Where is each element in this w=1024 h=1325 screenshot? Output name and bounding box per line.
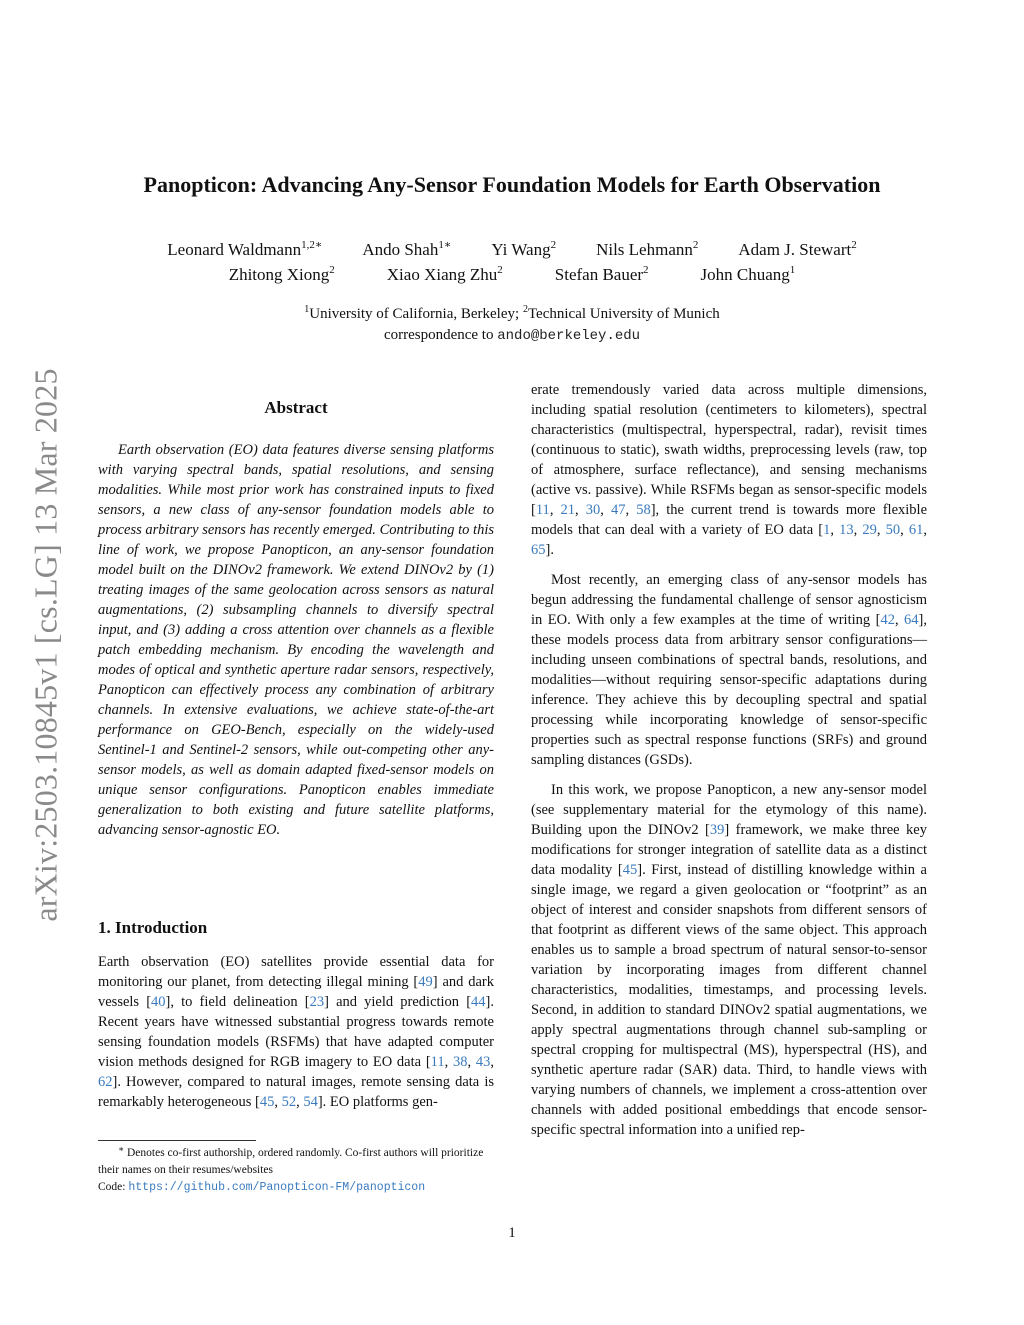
paragraph-text: ]. However, compared to natural images, remote sensing data is remarkably heterogeneous [	[98, 1074, 494, 1110]
citation-link[interactable]: 23	[309, 994, 325, 1010]
citation-link[interactable]: 38	[453, 1054, 468, 1070]
citation-link[interactable]: 40	[151, 994, 166, 1010]
citation-link[interactable]: 64	[904, 612, 919, 628]
paragraph-text: erate tremendously varied data across multiple dimensions, including spatial resolution (centimeters to kilometers), spectral characteristics (multispectral, hyperspectral, radar), revisit times (continuous to static), swath widths, preprocessing levels (raw, top of atmosphere, surface reflectance), and sensing mechanisms (active vs. passive). While RSFMs began as sensor-specific models [	[531, 382, 927, 518]
author-affil: 2	[851, 239, 857, 251]
paragraph-text: ] and yield prediction [	[324, 994, 472, 1010]
paragraph-text: ,	[830, 522, 840, 538]
paragraph-text: ], the current trend is towards more flexible models that can deal with a variety of EO data [	[531, 502, 927, 538]
paragraph-text: ,	[549, 502, 561, 518]
citation-link[interactable]: 13	[839, 522, 854, 538]
authors-row-1	[0, 240, 1024, 260]
citation-link[interactable]: 43	[475, 1054, 491, 1070]
citation-link[interactable]: 61	[908, 522, 924, 538]
abstract-heading: Abstract	[264, 398, 328, 417]
citation-link[interactable]: 49	[418, 974, 433, 990]
paper-title: Panopticon: Advancing Any-Sensor Foundation Models for Earth Observation	[143, 172, 881, 197]
paragraph-text: ] framework, we make three key modifications for stronger integration of satellite data as a distinct data modality [	[531, 822, 927, 878]
correspondence	[0, 327, 1024, 344]
author-name: Nils Lehmann	[596, 240, 693, 259]
affil-inst: University of California, Berkeley;	[309, 306, 523, 322]
citation-link[interactable]: 54	[303, 1094, 318, 1110]
author-affil: 2	[550, 239, 557, 251]
citation-link[interactable]: 39	[709, 822, 725, 838]
affil-sup: 1	[304, 304, 310, 315]
citation-link[interactable]: 50	[885, 522, 901, 538]
author-name: Adam J. Stewart	[738, 240, 852, 259]
citation-link[interactable]: 11	[535, 502, 550, 518]
author	[738, 240, 856, 260]
paragraph-text: ,	[296, 1094, 304, 1110]
paragraph-text: ,	[923, 522, 928, 538]
citation-link[interactable]: 47	[610, 502, 626, 518]
footnote-text: Denotes co-first authorship, ordered randomly. Co-first authors will prioritize their names on their resumes/websites	[98, 1147, 484, 1176]
author	[167, 240, 322, 260]
paragraph-text: ,	[490, 1054, 494, 1070]
introduction-heading: 1. Introduction	[98, 918, 208, 937]
citation-link[interactable]: 30	[585, 502, 601, 518]
paragraph-text: ,	[274, 1094, 282, 1110]
citation-link[interactable]: 42	[880, 612, 895, 628]
page-number: 1	[508, 1225, 516, 1241]
citation-link[interactable]: 58	[636, 502, 651, 518]
author-affil: 1	[789, 264, 796, 276]
author	[229, 265, 335, 285]
authors-row-2	[0, 265, 1024, 285]
arxiv-stamp: arXiv:2503.10845v1 [cs.LG] 13 Mar 2025	[27, 368, 64, 922]
paragraph-text: Earth observation (EO) satellites provide essential data for monitoring our planet, from detecting illegal mining [	[98, 954, 494, 990]
paragraph-text: ]. EO platforms gen-	[317, 1094, 438, 1110]
footnote-mark: ∗	[118, 1144, 125, 1154]
right-paragraph-3	[531, 780, 927, 1140]
introduction-paragraph	[98, 952, 494, 1112]
citation-link[interactable]: 65	[531, 542, 546, 558]
correspondence-prefix: correspondence to	[383, 327, 498, 343]
author	[491, 240, 556, 260]
author	[701, 265, 796, 285]
citation-link[interactable]: 29	[862, 522, 877, 538]
citation-link[interactable]: 11	[430, 1054, 445, 1070]
paragraph-text: ,	[444, 1054, 453, 1070]
author	[555, 265, 649, 285]
author-affil: 2	[497, 264, 503, 276]
paragraph-text: ] and dark vessels [	[98, 974, 494, 1010]
author-name: Ando Shah	[362, 240, 439, 259]
paragraph-text: Most recently, an emerging class of any-sensor models has begun addressing the fundamental challenge of sensor agnosticism in EO. With only a few examples at the time of writing [	[531, 572, 927, 628]
code-link[interactable]: https://github.com/Panopticon-FM/panopticon	[128, 1181, 426, 1194]
citation-link[interactable]: 45	[259, 1094, 275, 1110]
paragraph-text: ,	[600, 502, 611, 518]
footnote-code-label: Code:	[98, 1181, 129, 1193]
author-name: John Chuang	[700, 265, 790, 284]
author-name: Xiao Xiang Zhu	[386, 265, 498, 284]
author-affil: 1∗	[438, 239, 452, 251]
author-name: Leonard Waldmann	[167, 240, 302, 259]
citation-link[interactable]: 52	[281, 1094, 297, 1110]
right-paragraph-1	[531, 380, 927, 560]
author-name: Stefan Bauer	[554, 265, 644, 284]
right-column	[531, 380, 927, 1150]
paragraph-text: ,	[894, 612, 905, 628]
paragraph-text: ,	[900, 522, 909, 538]
affil-inst: Technical University of Munich	[527, 306, 720, 322]
affil-sup: 2	[522, 304, 528, 315]
paragraph-text: ,	[467, 1054, 476, 1070]
paragraph-text: ].	[545, 542, 554, 558]
author-affil: 2	[692, 239, 699, 251]
author	[362, 240, 451, 260]
author-name: Zhitong Xiong	[228, 265, 330, 284]
citation-link[interactable]: 45	[622, 862, 638, 878]
citation-link[interactable]: 1	[823, 522, 831, 538]
paragraph-text: ,	[625, 502, 637, 518]
paragraph-text: ], to field delineation [	[165, 994, 310, 1010]
footnote-rule	[98, 1140, 256, 1141]
author-name: Yi Wang	[491, 240, 551, 259]
paragraph-text: ,	[853, 522, 863, 538]
citation-link[interactable]: 44	[471, 994, 486, 1010]
right-paragraph-2	[531, 570, 927, 770]
citation-link[interactable]: 21	[560, 502, 576, 518]
correspondence-email[interactable]: ando@berkeley.edu	[497, 328, 641, 344]
author-affil: 2	[329, 264, 335, 276]
paragraph-text: In this work, we propose Panopticon, a new any-sensor model (see supplementary material for the etymology of this name). Building upon the DINOv2 [	[531, 782, 927, 838]
footnote	[98, 1145, 494, 1196]
paragraph-text: ], these models process data from arbitrary sensor configurations—including unseen combinations of spectral bands, resolutions, and modalities—without requiring sensor-specific adaptations during inference. They achieve this by decoupling spectral and spatial processing while incorporating knowledge of sensor-specific properties such as spectral response functions (SRFs) and ground sampling distances (GSDs).	[531, 612, 927, 768]
abstract-text: Earth observation (EO) data features diverse sensing platforms with varying spectral bands, spatial resolutions, and sensing modalities. While most prior work has constrained inputs to fixed sensors, a new class of any-sensor foundation models able to process arbitrary sensors has recently emerged. Contributing to this line of work, we propose Panopticon, an any-sensor foundation model built on the DINOv2 framework. We extend DINOv2 by (1) treating images of the same geolocation across sensors as natural augmentations, (2) subsampling channels to diversify spectral input, and (3) adding a cross attention over channels as a flexible patch embedding mechanism. By encoding the wavelength and modes of optical and synthetic aperture radar sensors, respectively, Panopticon can effectively process any combination of arbitrary channels. In extensive evaluations, we achieve state-of-the-art performance on GEO-Bench, especially on the widely-used Sentinel-1 and Sentinel-2 sensors, while out-competing other any-sensor models, as well as domain adapted fixed-sensor models on unique sensor configurations. Panopticon enables immediate generalization to both existing and future satellite platforms, advancing sensor-agnostic EO.	[98, 442, 494, 838]
paragraph-text: ,	[876, 522, 886, 538]
paragraph-text: ,	[575, 502, 586, 518]
citation-link[interactable]: 62	[98, 1074, 113, 1090]
author	[387, 265, 503, 285]
paragraph-text: ]. Recent years have witnessed substantial progress towards remote sensing foundation models (RSFMs) that have adapted computer vision methods designed for RGB imagery to EO data [	[98, 994, 494, 1070]
author	[596, 240, 698, 260]
paragraph-text: ]. First, instead of distilling knowledge within a single image, we regard a given geolocation or “footprint” as an object of interest and consider snapshots from different sensors of that footprint as different views of the same object. This approach enables us to sample a broad spectrum of natural sensor-to-sensor variation by incorporating images from different channel characteristics, modalities, timestamps, and processing levels. Second, in addition to standard DINOv2 spatial augmentations, we apply spectral augmentations through channel sub-sampling or spectral cropping for multispectral (MS), hyperspectral (HS), and synthetic aperture radar (SAR) data. Third, to handle views with varying numbers of channels, we implement a cross-attention over channels with added positional embeddings that encode sensor-specific spectral information into a unified rep-	[531, 862, 927, 1138]
author-affil: 1,2∗	[301, 239, 323, 251]
author-affil: 2	[643, 264, 649, 276]
affiliations	[0, 306, 1024, 323]
